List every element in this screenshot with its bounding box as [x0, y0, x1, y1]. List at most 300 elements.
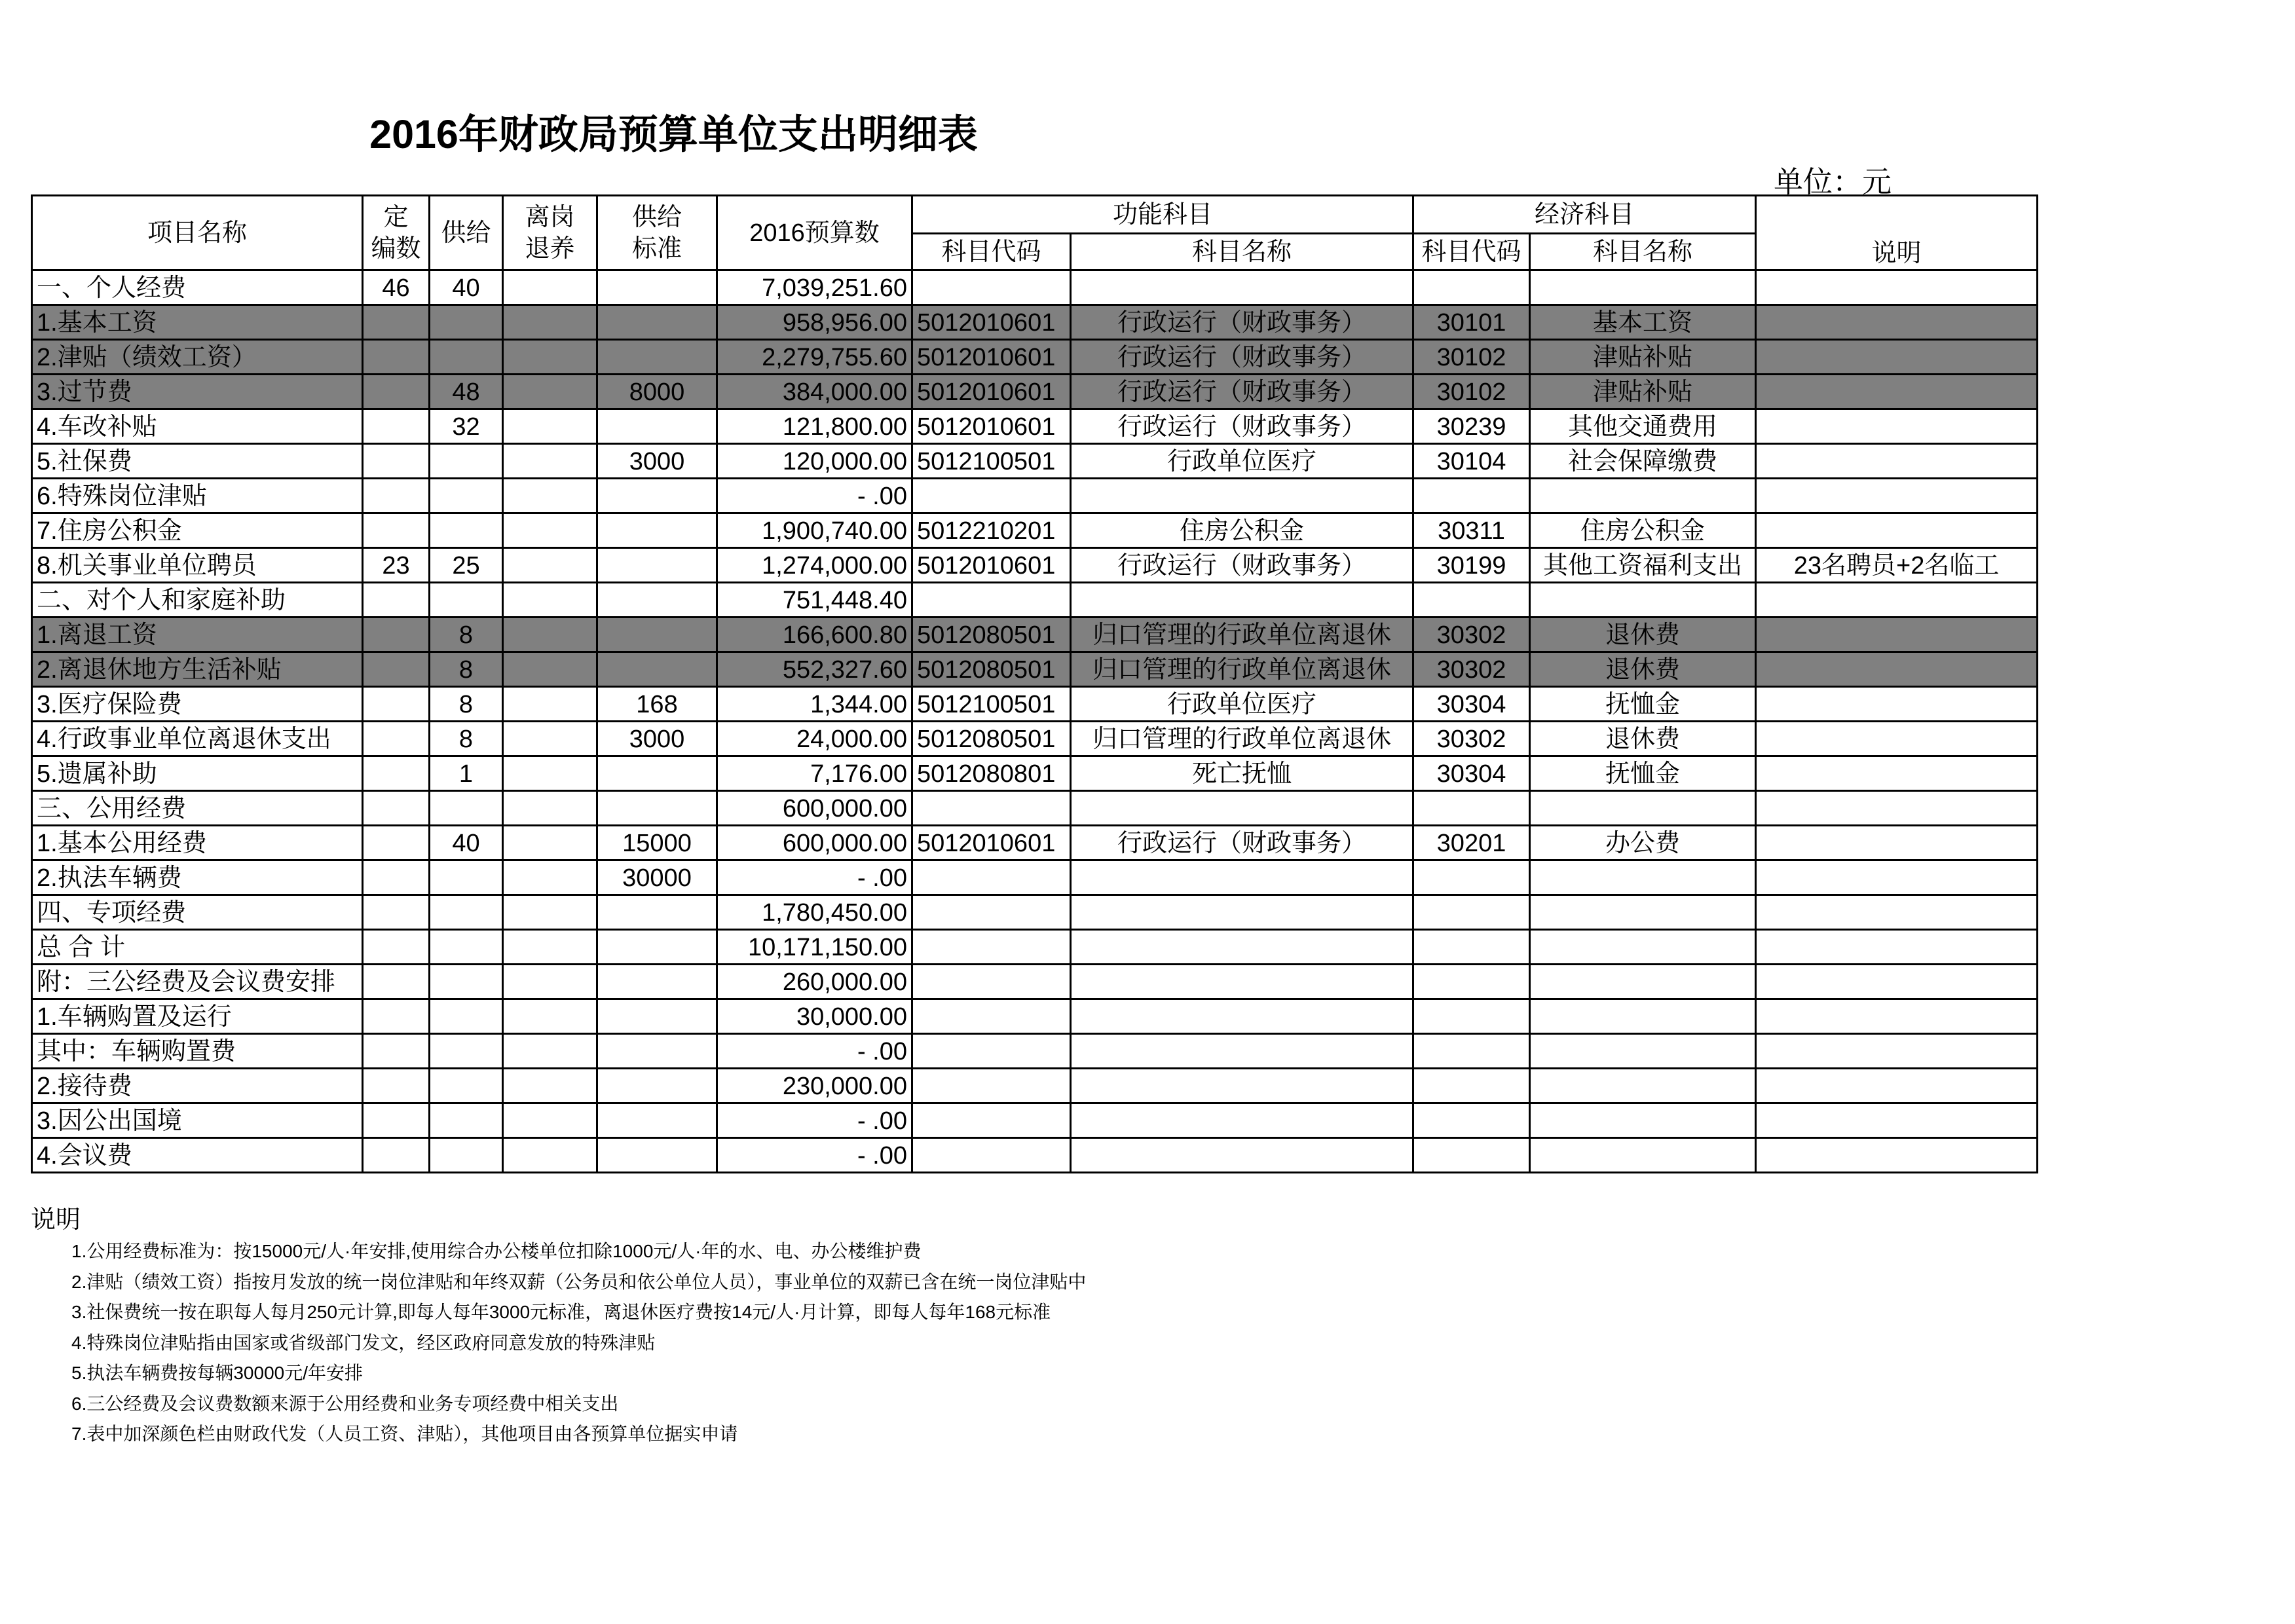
row-economic-name-cell: 退休费 — [1530, 722, 1756, 756]
row-quota-cell — [363, 999, 430, 1034]
row-economic-name-cell: 基本工资 — [1530, 305, 1756, 340]
row-retired-cell — [503, 965, 597, 999]
row-note-cell — [1756, 687, 2038, 722]
row-economic-name-cell: 社会保障缴费 — [1530, 444, 1756, 479]
header-staff-quota: 定 编数 — [363, 196, 430, 270]
row-note-cell — [1756, 479, 2038, 513]
row-retired-cell — [503, 652, 597, 687]
row-supply-cell: 8 — [430, 652, 503, 687]
row-retired-cell — [503, 305, 597, 340]
row-economic-code-cell: 30311 — [1413, 513, 1530, 548]
table-row — [32, 618, 2038, 652]
row-budget-cell: 166,600.80 — [717, 618, 912, 652]
notes-section — [31, 1204, 1086, 1450]
row-name-cell: 5.遗属补助 — [32, 756, 363, 791]
row-economic-code-cell: 30101 — [1413, 305, 1530, 340]
row-note-cell — [1756, 756, 2038, 791]
row-budget-cell: 2,279,755.60 — [717, 340, 912, 375]
row-economic-code-cell: 30302 — [1413, 722, 1530, 756]
table-row — [32, 826, 2038, 860]
row-supply-cell — [430, 999, 503, 1034]
row-economic-name-cell — [1530, 270, 1756, 305]
row-function-code-cell — [912, 965, 1071, 999]
row-name-cell: 一、个人经费 — [32, 270, 363, 305]
note-item: 1.公用经费标准为：按15000元/人·年安排,使用综合办公楼单位扣除1000元/人·年的水、电、办公楼维护费 — [71, 1241, 922, 1261]
row-budget-cell: 958,956.00 — [717, 305, 912, 340]
table-row — [32, 479, 2038, 513]
row-function-name-cell: 归口管理的行政单位离退休 — [1071, 722, 1413, 756]
row-economic-name-cell — [1530, 1103, 1756, 1138]
row-note-cell — [1756, 1034, 2038, 1069]
row-standard-cell — [597, 930, 717, 965]
table-row — [32, 652, 2038, 687]
row-budget-cell: - .00 — [717, 1138, 912, 1173]
row-economic-name-cell — [1530, 1138, 1756, 1173]
row-name-cell: 1.基本公用经费 — [32, 826, 363, 860]
row-supply-cell — [430, 444, 503, 479]
row-quota-cell — [363, 722, 430, 756]
row-economic-code-cell — [1413, 860, 1530, 895]
row-name-cell: 附：三公经费及会议费安排 — [32, 965, 363, 999]
row-function-code-cell — [912, 479, 1071, 513]
row-economic-name-cell: 办公费 — [1530, 826, 1756, 860]
row-quota-cell — [363, 479, 430, 513]
row-function-code-cell: 5012010601 — [912, 305, 1071, 340]
row-quota-cell — [363, 1034, 430, 1069]
row-economic-name-cell — [1530, 860, 1756, 895]
row-function-name-cell: 死亡抚恤 — [1071, 756, 1413, 791]
row-name-cell: 3.医疗保险费 — [32, 687, 363, 722]
row-quota-cell — [363, 687, 430, 722]
header-economic-code: 科目代码 — [1413, 234, 1530, 270]
table-row — [32, 513, 2038, 548]
row-retired-cell — [503, 340, 597, 375]
row-function-name-cell: 住房公积金 — [1071, 513, 1413, 548]
row-function-code-cell — [912, 1034, 1071, 1069]
row-function-code-cell — [912, 895, 1071, 930]
row-quota-cell — [363, 1138, 430, 1173]
row-retired-cell — [503, 722, 597, 756]
row-supply-cell — [430, 1138, 503, 1173]
row-supply-cell: 25 — [430, 548, 503, 583]
row-economic-name-cell: 津贴补贴 — [1530, 340, 1756, 375]
row-function-name-cell — [1071, 999, 1413, 1034]
row-function-name-cell: 行政运行（财政事务） — [1071, 340, 1413, 375]
table-row — [32, 340, 2038, 375]
row-function-code-cell — [912, 270, 1071, 305]
row-function-name-cell: 归口管理的行政单位离退休 — [1071, 618, 1413, 652]
row-note-cell — [1756, 1138, 2038, 1173]
row-retired-cell — [503, 513, 597, 548]
row-economic-code-cell — [1413, 583, 1530, 618]
row-standard-cell — [597, 583, 717, 618]
row-economic-name-cell — [1530, 1069, 1756, 1103]
row-note-cell — [1756, 965, 2038, 999]
row-economic-code-cell: 30199 — [1413, 548, 1530, 583]
row-name-cell: 二、对个人和家庭补助 — [32, 583, 363, 618]
row-function-code-cell: 5012080501 — [912, 652, 1071, 687]
row-budget-cell: 1,780,450.00 — [717, 895, 912, 930]
row-standard-cell — [597, 965, 717, 999]
row-standard-cell — [597, 756, 717, 791]
row-function-name-cell — [1071, 791, 1413, 826]
row-standard-cell — [597, 652, 717, 687]
row-supply-cell: 40 — [430, 826, 503, 860]
row-retired-cell — [503, 895, 597, 930]
header-note: 说明 — [1756, 196, 2038, 270]
header-economic-group: 经济科目 — [1413, 196, 1756, 234]
row-function-code-cell — [912, 999, 1071, 1034]
table-row — [32, 409, 2038, 444]
row-note-cell — [1756, 791, 2038, 826]
row-standard-cell: 3000 — [597, 722, 717, 756]
row-quota-cell — [363, 860, 430, 895]
row-function-code-cell — [912, 1103, 1071, 1138]
row-quota-cell — [363, 965, 430, 999]
row-standard-cell — [597, 618, 717, 652]
row-budget-cell: 751,448.40 — [717, 583, 912, 618]
row-economic-name-cell: 其他工资福利支出 — [1530, 548, 1756, 583]
row-note-cell — [1756, 652, 2038, 687]
budget-table — [31, 194, 2038, 1173]
row-budget-cell: - .00 — [717, 1034, 912, 1069]
table-row — [32, 1034, 2038, 1069]
row-standard-cell — [597, 895, 717, 930]
row-economic-name-cell — [1530, 791, 1756, 826]
row-economic-code-cell — [1413, 1034, 1530, 1069]
row-standard-cell — [597, 1138, 717, 1173]
row-economic-name-cell — [1530, 965, 1756, 999]
table-body — [32, 270, 2038, 1173]
row-economic-name-cell: 退休费 — [1530, 618, 1756, 652]
row-retired-cell — [503, 756, 597, 791]
row-function-code-cell: 5012210201 — [912, 513, 1071, 548]
table-row — [32, 999, 2038, 1034]
row-budget-cell: 1,900,740.00 — [717, 513, 912, 548]
table-row — [32, 687, 2038, 722]
row-economic-code-cell: 30201 — [1413, 826, 1530, 860]
row-name-cell: 1.车辆购置及运行 — [32, 999, 363, 1034]
row-economic-code-cell: 30239 — [1413, 409, 1530, 444]
row-retired-cell — [503, 1103, 597, 1138]
row-standard-cell — [597, 479, 717, 513]
row-economic-code-cell — [1413, 965, 1530, 999]
row-name-cell: 四、专项经费 — [32, 895, 363, 930]
row-retired-cell — [503, 409, 597, 444]
row-economic-code-cell: 30104 — [1413, 444, 1530, 479]
row-economic-code-cell: 30304 — [1413, 687, 1530, 722]
row-standard-cell — [597, 999, 717, 1034]
note-item: 6.三公经费及会议费数额来源于公用经费和业务专项经费中相关支出 — [71, 1393, 619, 1414]
row-note-cell — [1756, 895, 2038, 930]
row-quota-cell — [363, 375, 430, 409]
row-standard-cell — [597, 1103, 717, 1138]
table-row — [32, 270, 2038, 305]
row-note-cell — [1756, 444, 2038, 479]
row-function-name-cell: 行政单位医疗 — [1071, 687, 1413, 722]
row-function-name-cell: 行政运行（财政事务） — [1071, 826, 1413, 860]
row-standard-cell — [597, 409, 717, 444]
row-budget-cell: 120,000.00 — [717, 444, 912, 479]
row-economic-code-cell: 30302 — [1413, 618, 1530, 652]
table-row — [32, 1069, 2038, 1103]
row-function-name-cell — [1071, 1034, 1413, 1069]
row-supply-cell — [430, 513, 503, 548]
row-function-code-cell — [912, 1138, 1071, 1173]
row-function-name-cell — [1071, 1138, 1413, 1173]
row-note-cell — [1756, 375, 2038, 409]
row-economic-name-cell: 抚恤金 — [1530, 687, 1756, 722]
table-row — [32, 1138, 2038, 1173]
row-economic-code-cell: 30102 — [1413, 375, 1530, 409]
row-quota-cell — [363, 618, 430, 652]
row-name-cell: 8.机关事业单位聘员 — [32, 548, 363, 583]
row-economic-name-cell — [1530, 583, 1756, 618]
row-retired-cell — [503, 375, 597, 409]
row-economic-name-cell: 住房公积金 — [1530, 513, 1756, 548]
row-standard-cell: 3000 — [597, 444, 717, 479]
row-economic-name-cell: 其他交通费用 — [1530, 409, 1756, 444]
table-row — [32, 722, 2038, 756]
row-function-code-cell: 5012010601 — [912, 548, 1071, 583]
row-budget-cell: 552,327.60 — [717, 652, 912, 687]
row-economic-code-cell: 30302 — [1413, 652, 1530, 687]
row-name-cell: 3.因公出国境 — [32, 1103, 363, 1138]
row-supply-cell: 1 — [430, 756, 503, 791]
row-standard-cell — [597, 548, 717, 583]
row-economic-code-cell: 30304 — [1413, 756, 1530, 791]
header-economic-name: 科目名称 — [1530, 234, 1756, 270]
row-supply-cell — [430, 930, 503, 965]
row-function-name-cell — [1071, 1069, 1413, 1103]
row-standard-cell — [597, 270, 717, 305]
row-function-code-cell: 5012010601 — [912, 409, 1071, 444]
row-economic-name-cell — [1530, 1034, 1756, 1069]
row-budget-cell: 600,000.00 — [717, 791, 912, 826]
row-function-name-cell — [1071, 895, 1413, 930]
row-economic-name-cell — [1530, 930, 1756, 965]
row-economic-name-cell — [1530, 999, 1756, 1034]
row-budget-cell: 1,274,000.00 — [717, 548, 912, 583]
row-budget-cell: - .00 — [717, 1103, 912, 1138]
row-budget-cell: - .00 — [717, 479, 912, 513]
row-quota-cell — [363, 895, 430, 930]
row-supply-cell: 8 — [430, 687, 503, 722]
row-economic-code-cell — [1413, 895, 1530, 930]
row-note-cell — [1756, 340, 2038, 375]
row-budget-cell: 1,344.00 — [717, 687, 912, 722]
row-standard-cell — [597, 791, 717, 826]
row-function-name-cell — [1071, 930, 1413, 965]
table-row — [32, 1103, 2038, 1138]
unit-label: 单位：元 — [1774, 165, 1892, 198]
row-name-cell: 1.离退工资 — [32, 618, 363, 652]
header-budget: 2016预算数 — [717, 196, 912, 270]
row-budget-cell: 260,000.00 — [717, 965, 912, 999]
row-supply-cell: 40 — [430, 270, 503, 305]
table-row — [32, 756, 2038, 791]
row-name-cell: 2.执法车辆费 — [32, 860, 363, 895]
row-function-name-cell — [1071, 270, 1413, 305]
row-supply-cell — [430, 895, 503, 930]
row-standard-cell: 8000 — [597, 375, 717, 409]
row-note-cell — [1756, 860, 2038, 895]
page-title: 2016年财政局预算单位支出明细表 — [369, 112, 978, 157]
row-name-cell: 7.住房公积金 — [32, 513, 363, 548]
row-name-cell: 5.社保费 — [32, 444, 363, 479]
row-quota-cell — [363, 513, 430, 548]
row-function-code-cell: 5012010601 — [912, 826, 1071, 860]
row-function-code-cell — [912, 583, 1071, 618]
row-name-cell: 2.津贴（绩效工资） — [32, 340, 363, 375]
row-retired-cell — [503, 687, 597, 722]
row-supply-cell — [430, 340, 503, 375]
row-economic-code-cell — [1413, 999, 1530, 1034]
row-quota-cell — [363, 930, 430, 965]
table-row — [32, 548, 2038, 583]
row-retired-cell — [503, 444, 597, 479]
row-budget-cell: - .00 — [717, 860, 912, 895]
row-retired-cell — [503, 1138, 597, 1173]
row-quota-cell — [363, 444, 430, 479]
row-retired-cell — [503, 826, 597, 860]
row-standard-cell: 15000 — [597, 826, 717, 860]
row-quota-cell — [363, 1069, 430, 1103]
row-function-name-cell: 行政运行（财政事务） — [1071, 305, 1413, 340]
row-budget-cell: 10,171,150.00 — [717, 930, 912, 965]
row-quota-cell — [363, 409, 430, 444]
row-quota-cell — [363, 652, 430, 687]
row-budget-cell: 600,000.00 — [717, 826, 912, 860]
row-name-cell: 4.会议费 — [32, 1138, 363, 1173]
row-standard-cell — [597, 340, 717, 375]
row-standard-cell — [597, 513, 717, 548]
row-retired-cell — [503, 791, 597, 826]
note-item: 3.社保费统一按在职每人每月250元计算,即每人每年3000元标准，离退休医疗费按14元/人·月计算，即每人每年168元标准 — [71, 1302, 1051, 1322]
row-retired-cell — [503, 860, 597, 895]
notes-list — [31, 1236, 1086, 1450]
row-standard-cell — [597, 305, 717, 340]
row-function-code-cell: 5012010601 — [912, 375, 1071, 409]
row-note-cell — [1756, 513, 2038, 548]
row-budget-cell: 7,039,251.60 — [717, 270, 912, 305]
row-function-name-cell: 行政运行（财政事务） — [1071, 409, 1413, 444]
note-item: 7.表中加深颜色栏由财政代发（人员工资、津贴），其他项目由各预算单位据实申请 — [71, 1424, 738, 1444]
row-budget-cell: 7,176.00 — [717, 756, 912, 791]
row-economic-code-cell — [1413, 479, 1530, 513]
row-supply-cell: 8 — [430, 722, 503, 756]
row-budget-cell: 30,000.00 — [717, 999, 912, 1034]
row-quota-cell: 23 — [363, 548, 430, 583]
row-supply-cell — [430, 1103, 503, 1138]
row-name-cell: 总 合 计 — [32, 930, 363, 965]
row-function-code-cell: 5012080801 — [912, 756, 1071, 791]
row-quota-cell — [363, 756, 430, 791]
row-name-cell: 4.车改补贴 — [32, 409, 363, 444]
row-standard-cell — [597, 1069, 717, 1103]
row-supply-cell: 8 — [430, 618, 503, 652]
row-retired-cell — [503, 618, 597, 652]
row-retired-cell — [503, 479, 597, 513]
header-standard: 供给 标准 — [597, 196, 717, 270]
row-quota-cell — [363, 340, 430, 375]
header-supply: 供给 — [430, 196, 503, 270]
row-retired-cell — [503, 1069, 597, 1103]
row-economic-code-cell — [1413, 270, 1530, 305]
row-function-code-cell — [912, 860, 1071, 895]
row-function-name-cell: 行政运行（财政事务） — [1071, 548, 1413, 583]
row-function-code-cell: 5012100501 — [912, 687, 1071, 722]
row-retired-cell — [503, 1034, 597, 1069]
row-name-cell: 3.过节费 — [32, 375, 363, 409]
row-note-cell — [1756, 999, 2038, 1034]
row-supply-cell — [430, 305, 503, 340]
row-function-code-cell — [912, 930, 1071, 965]
row-economic-code-cell — [1413, 1103, 1530, 1138]
row-function-name-cell — [1071, 860, 1413, 895]
row-function-code-cell: 5012010601 — [912, 340, 1071, 375]
row-function-code-cell — [912, 1069, 1071, 1103]
row-function-name-cell: 行政运行（财政事务） — [1071, 375, 1413, 409]
table-row — [32, 965, 2038, 999]
row-name-cell: 1.基本工资 — [32, 305, 363, 340]
row-note-cell — [1756, 270, 2038, 305]
row-supply-cell: 48 — [430, 375, 503, 409]
header-function-group: 功能科目 — [912, 196, 1413, 234]
row-quota-cell — [363, 583, 430, 618]
row-retired-cell — [503, 583, 597, 618]
table-row — [32, 375, 2038, 409]
header-name: 项目名称 — [32, 196, 363, 270]
row-standard-cell: 30000 — [597, 860, 717, 895]
row-function-name-cell: 行政单位医疗 — [1071, 444, 1413, 479]
header-function-code: 科目代码 — [912, 234, 1071, 270]
table-row — [32, 583, 2038, 618]
row-budget-cell: 230,000.00 — [717, 1069, 912, 1103]
row-supply-cell — [430, 583, 503, 618]
row-economic-code-cell: 30102 — [1413, 340, 1530, 375]
row-retired-cell — [503, 548, 597, 583]
row-name-cell: 三、公用经费 — [32, 791, 363, 826]
row-name-cell: 其中：车辆购置费 — [32, 1034, 363, 1069]
row-retired-cell — [503, 999, 597, 1034]
row-retired-cell — [503, 270, 597, 305]
table-row — [32, 305, 2038, 340]
row-quota-cell: 46 — [363, 270, 430, 305]
row-budget-cell: 384,000.00 — [717, 375, 912, 409]
row-note-cell — [1756, 409, 2038, 444]
row-name-cell: 2.离退休地方生活补贴 — [32, 652, 363, 687]
header-retired: 离岗 退养 — [503, 196, 597, 270]
row-economic-name-cell — [1530, 895, 1756, 930]
table-row — [32, 895, 2038, 930]
row-economic-code-cell — [1413, 930, 1530, 965]
row-quota-cell — [363, 1103, 430, 1138]
row-note-cell: 23名聘员+2名临工 — [1756, 548, 2038, 583]
row-budget-cell: 24,000.00 — [717, 722, 912, 756]
row-economic-code-cell — [1413, 1138, 1530, 1173]
note-item: 4.特殊岗位津贴指由国家或省级部门发文，经区政府同意发放的特殊津贴 — [71, 1332, 656, 1353]
row-economic-code-cell — [1413, 791, 1530, 826]
row-standard-cell — [597, 1034, 717, 1069]
row-name-cell: 6.特殊岗位津贴 — [32, 479, 363, 513]
row-function-name-cell — [1071, 1103, 1413, 1138]
row-function-code-cell: 5012100501 — [912, 444, 1071, 479]
row-note-cell — [1756, 618, 2038, 652]
row-note-cell — [1756, 1069, 2038, 1103]
row-name-cell: 4.行政事业单位离退休支出 — [32, 722, 363, 756]
row-supply-cell: 32 — [430, 409, 503, 444]
